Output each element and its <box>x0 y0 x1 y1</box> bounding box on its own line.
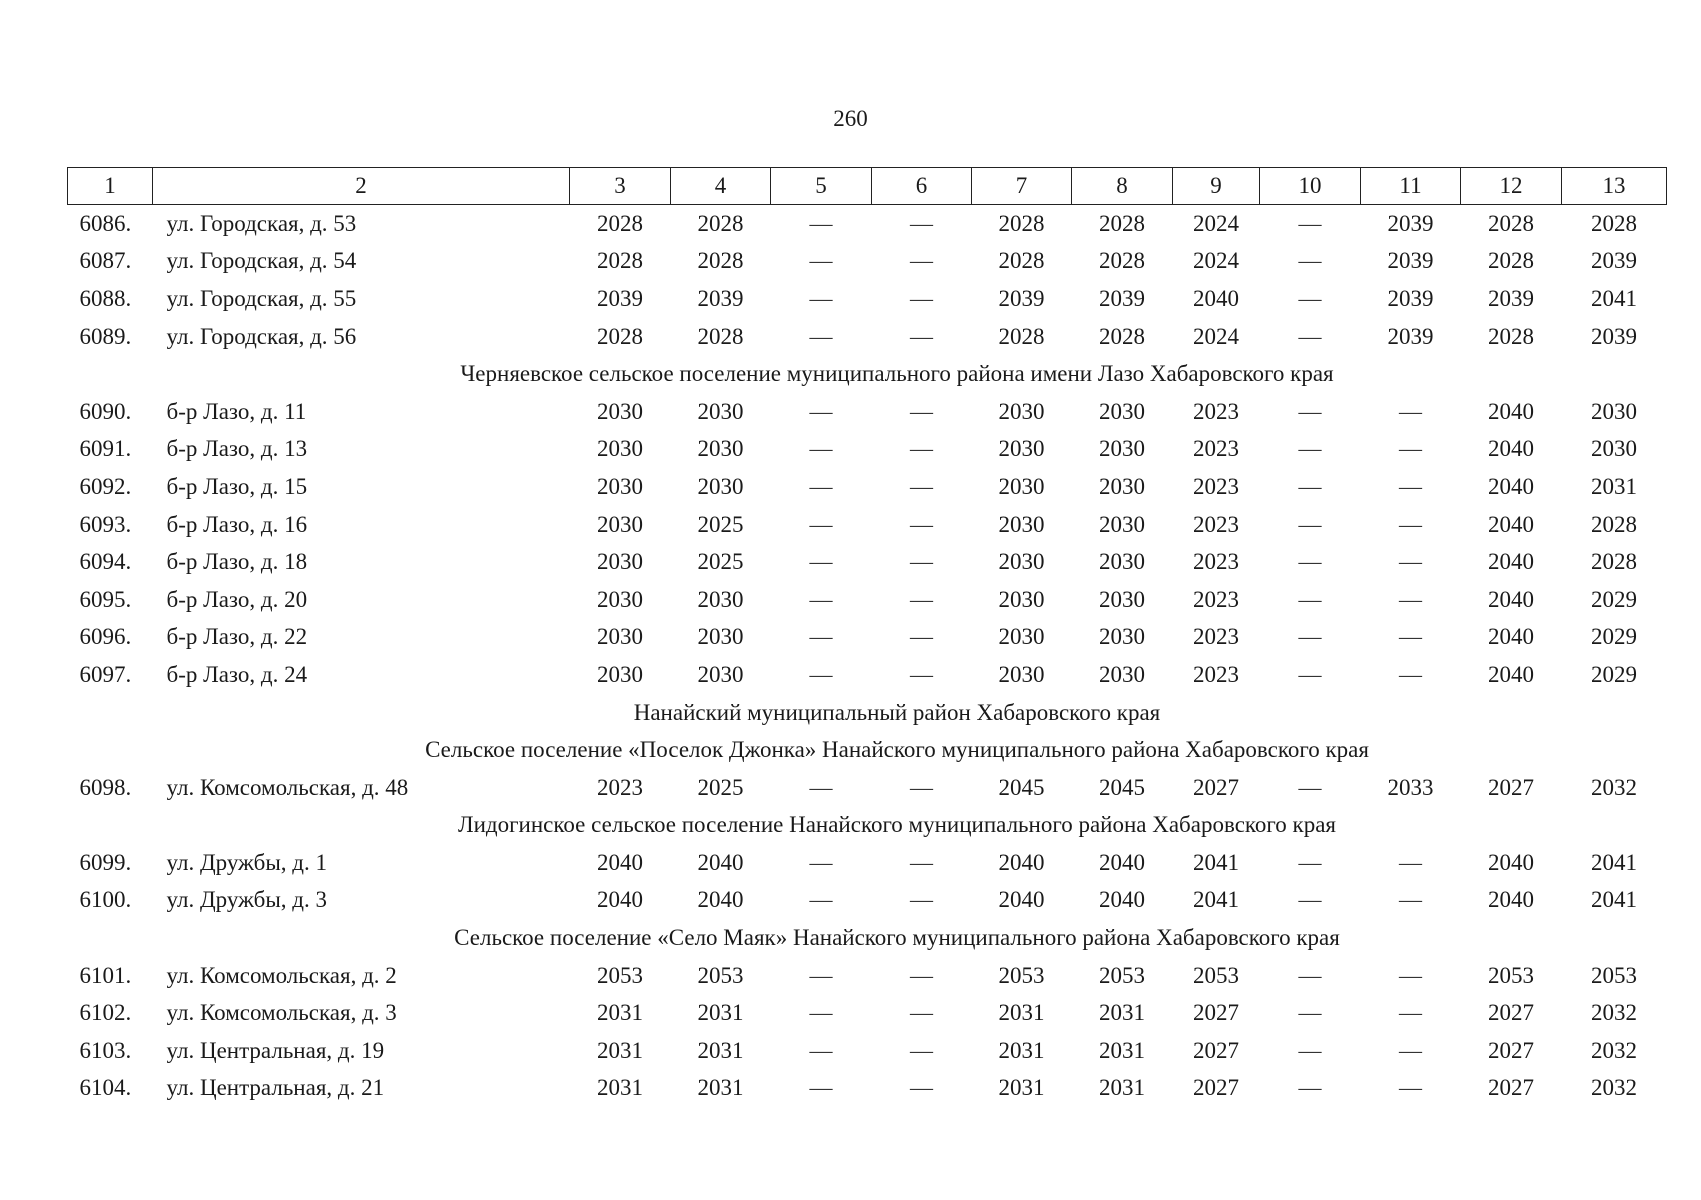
value-cell-col-6: — <box>910 511 933 537</box>
value-cell-col-8: 2030 <box>1099 661 1145 687</box>
value-cell-col-9: 2041 <box>1193 849 1239 875</box>
section-heading: Сельское поселение «Село Маяк» Нанайского муниципального района Хабаровского края <box>454 925 1340 951</box>
table-row <box>68 1070 1667 1108</box>
value-cell-col-13: 2031 <box>1591 473 1637 499</box>
value-cell-col-5: — <box>809 887 833 913</box>
value-cell-col-11: — <box>1399 661 1422 687</box>
value-cell-col-12: 2028 <box>1488 210 1534 236</box>
address-cell: ул. Городская, д. 56 <box>166 323 357 349</box>
table-row <box>68 882 1667 920</box>
value-cell-col-7: 2028 <box>998 248 1045 274</box>
value-cell-col-7: 2030 <box>998 398 1045 424</box>
section-heading: Черняевское сельское поселение муниципального района имени Лазо Хабаровского края <box>460 361 1334 387</box>
value-cell-col-3: 2030 <box>597 511 643 537</box>
value-cell-col-7: 2045 <box>998 774 1045 800</box>
table-row <box>68 506 1667 544</box>
value-cell-col-5: — <box>809 1000 833 1026</box>
value-cell-col-3: 2030 <box>597 624 643 650</box>
value-cell-col-8: 2030 <box>1099 586 1145 612</box>
value-cell-col-10: — <box>1298 774 1322 800</box>
value-cell-col-9: 2024 <box>1193 323 1239 349</box>
row-number: 6097. <box>79 661 132 687</box>
value-cell-col-7: 2030 <box>998 436 1045 462</box>
value-cell-col-6: — <box>910 774 933 800</box>
address-cell: б-р Лазо, д. 11 <box>166 398 307 424</box>
value-cell-col-9: 2023 <box>1193 398 1239 424</box>
value-cell-col-13: 2041 <box>1591 285 1637 311</box>
value-cell-col-5: — <box>809 774 833 800</box>
value-cell-col-3: 2031 <box>597 1037 643 1063</box>
value-cell-col-5: — <box>809 849 833 875</box>
value-cell-col-8: 2031 <box>1099 1000 1145 1026</box>
value-cell-col-10: — <box>1298 323 1322 349</box>
value-cell-col-6: — <box>910 323 933 349</box>
column-header-4: 4 <box>671 168 771 205</box>
column-header-13: 13 <box>1562 168 1667 205</box>
value-cell-col-9: 2027 <box>1193 774 1239 800</box>
section-heading-row <box>68 694 1667 732</box>
value-cell-col-12: 2027 <box>1488 774 1534 800</box>
row-number: 6096. <box>79 624 132 650</box>
column-header-7: 7 <box>972 168 1072 205</box>
section-heading-row <box>68 919 1667 957</box>
value-cell-col-4: 2053 <box>697 962 744 988</box>
value-cell-col-11: — <box>1399 549 1422 575</box>
value-cell-col-3: 2040 <box>597 849 643 875</box>
value-cell-col-5: — <box>809 210 833 236</box>
value-cell-col-12: 2027 <box>1488 1000 1534 1026</box>
value-cell-col-7: 2039 <box>998 285 1045 311</box>
table-row <box>68 619 1667 657</box>
value-cell-col-13: 2032 <box>1591 1075 1637 1101</box>
value-cell-col-5: — <box>809 398 833 424</box>
row-number: 6094. <box>79 549 132 575</box>
value-cell-col-7: 2030 <box>998 473 1045 499</box>
row-number: 6103. <box>79 1037 132 1063</box>
column-header-9: 9 <box>1173 168 1260 205</box>
value-cell-col-8: 2040 <box>1099 849 1145 875</box>
value-cell-col-5: — <box>809 586 833 612</box>
column-header-6: 6 <box>872 168 972 205</box>
value-cell-col-8: 2030 <box>1099 398 1145 424</box>
value-cell-col-13: 2039 <box>1591 248 1637 274</box>
value-cell-col-10: — <box>1298 1037 1322 1063</box>
table-row <box>68 656 1667 694</box>
value-cell-col-9: 2024 <box>1193 210 1239 236</box>
value-cell-col-4: 2030 <box>697 436 744 462</box>
value-cell-col-4: 2030 <box>697 661 744 687</box>
value-cell-col-8: 2028 <box>1099 248 1145 274</box>
value-cell-col-11: 2039 <box>1387 285 1434 311</box>
value-cell-col-9: 2024 <box>1193 248 1239 274</box>
value-cell-col-10: — <box>1298 473 1322 499</box>
value-cell-col-10: — <box>1298 887 1322 913</box>
value-cell-col-13: 2028 <box>1591 210 1637 236</box>
value-cell-col-9: 2027 <box>1193 1000 1239 1026</box>
value-cell-col-10: — <box>1298 624 1322 650</box>
row-number: 6100. <box>79 887 132 913</box>
value-cell-col-10: — <box>1298 1000 1322 1026</box>
value-cell-col-12: 2040 <box>1488 624 1534 650</box>
schedule-table <box>67 167 1667 1107</box>
value-cell-col-8: 2031 <box>1099 1037 1145 1063</box>
value-cell-col-12: 2040 <box>1488 849 1534 875</box>
value-cell-col-5: — <box>809 473 833 499</box>
value-cell-col-10: — <box>1298 1075 1322 1101</box>
address-cell: б-р Лазо, д. 22 <box>166 624 308 650</box>
row-number: 6093. <box>79 511 132 537</box>
value-cell-col-4: 2039 <box>697 285 744 311</box>
value-cell-col-6: — <box>910 549 933 575</box>
value-cell-col-9: 2023 <box>1193 473 1239 499</box>
row-number: 6089. <box>79 323 132 349</box>
address-cell: б-р Лазо, д. 13 <box>166 436 308 462</box>
value-cell-col-11: — <box>1399 586 1422 612</box>
value-cell-col-7: 2030 <box>998 511 1045 537</box>
address-cell: б-р Лазо, д. 24 <box>166 661 308 687</box>
value-cell-col-6: — <box>910 661 933 687</box>
value-cell-col-7: 2030 <box>998 661 1045 687</box>
value-cell-col-7: 2028 <box>998 210 1045 236</box>
value-cell-col-9: 2023 <box>1193 511 1239 537</box>
value-cell-col-4: 2031 <box>697 1000 744 1026</box>
value-cell-col-11: — <box>1399 1075 1422 1101</box>
column-header-8: 8 <box>1072 168 1173 205</box>
row-number: 6088. <box>79 285 132 311</box>
value-cell-col-4: 2028 <box>697 210 744 236</box>
table-header <box>68 168 1667 205</box>
table-row <box>68 1032 1667 1070</box>
table-row <box>68 280 1667 318</box>
address-cell: ул. Комсомольская, д. 48 <box>166 774 409 800</box>
value-cell-col-8: 2030 <box>1099 511 1145 537</box>
value-cell-col-7: 2030 <box>998 586 1045 612</box>
value-cell-col-6: — <box>910 210 933 236</box>
value-cell-col-13: 2029 <box>1591 586 1637 612</box>
value-cell-col-9: 2023 <box>1193 586 1239 612</box>
value-cell-col-13: 2028 <box>1591 549 1637 575</box>
value-cell-col-7: 2040 <box>998 887 1045 913</box>
value-cell-col-8: 2040 <box>1099 887 1145 913</box>
row-number: 6104. <box>79 1075 132 1101</box>
value-cell-col-5: — <box>809 248 833 274</box>
value-cell-col-10: — <box>1298 586 1322 612</box>
value-cell-col-12: 2040 <box>1488 398 1534 424</box>
value-cell-col-5: — <box>809 1075 833 1101</box>
section-heading: Нанайский муниципальный район Хабаровского края <box>633 699 1161 725</box>
value-cell-col-11: — <box>1399 962 1422 988</box>
value-cell-col-13: 2028 <box>1591 511 1637 537</box>
column-header-5: 5 <box>771 168 872 205</box>
value-cell-col-7: 2031 <box>998 1000 1045 1026</box>
value-cell-col-11: 2039 <box>1387 248 1434 274</box>
row-number: 6086. <box>79 210 132 236</box>
value-cell-col-8: 2039 <box>1099 285 1145 311</box>
value-cell-col-7: 2053 <box>998 962 1045 988</box>
value-cell-col-12: 2040 <box>1488 473 1534 499</box>
table-row <box>68 957 1667 995</box>
value-cell-col-11: 2039 <box>1387 323 1434 349</box>
value-cell-col-11: — <box>1399 511 1422 537</box>
value-cell-col-7: 2031 <box>998 1037 1045 1063</box>
value-cell-col-6: — <box>910 586 933 612</box>
value-cell-col-12: 2040 <box>1488 436 1534 462</box>
address-cell: ул. Дружбы, д. 1 <box>166 849 327 875</box>
value-cell-col-5: — <box>809 661 833 687</box>
value-cell-col-7: 2040 <box>998 849 1045 875</box>
value-cell-col-4: 2030 <box>697 586 744 612</box>
value-cell-col-12: 2027 <box>1488 1075 1534 1101</box>
value-cell-col-11: — <box>1399 624 1422 650</box>
value-cell-col-6: — <box>910 624 933 650</box>
value-cell-col-6: — <box>910 887 933 913</box>
value-cell-col-9: 2027 <box>1193 1037 1239 1063</box>
value-cell-col-13: 2041 <box>1591 887 1637 913</box>
value-cell-col-6: — <box>910 1075 933 1101</box>
value-cell-col-11: 2039 <box>1387 210 1434 236</box>
value-cell-col-10: — <box>1298 285 1322 311</box>
value-cell-col-5: — <box>809 511 833 537</box>
value-cell-col-8: 2028 <box>1099 210 1145 236</box>
value-cell-col-11: — <box>1399 1000 1422 1026</box>
value-cell-col-13: 2032 <box>1591 774 1637 800</box>
row-number: 6092. <box>79 473 132 499</box>
address-cell: ул. Центральная, д. 21 <box>166 1075 385 1101</box>
value-cell-col-3: 2030 <box>597 473 643 499</box>
value-cell-col-9: 2023 <box>1193 661 1239 687</box>
value-cell-col-6: — <box>910 248 933 274</box>
value-cell-col-12: 2053 <box>1488 962 1534 988</box>
value-cell-col-9: 2023 <box>1193 549 1239 575</box>
address-cell: ул. Городская, д. 53 <box>166 210 357 236</box>
value-cell-col-11: — <box>1399 887 1422 913</box>
row-number: 6102. <box>79 1000 132 1026</box>
row-number: 6098. <box>79 774 132 800</box>
value-cell-col-7: 2031 <box>998 1075 1045 1101</box>
address-cell: ул. Центральная, д. 19 <box>166 1037 385 1063</box>
value-cell-col-5: — <box>809 436 833 462</box>
value-cell-col-10: — <box>1298 210 1322 236</box>
value-cell-col-4: 2028 <box>697 323 744 349</box>
value-cell-col-3: 2030 <box>597 398 643 424</box>
address-cell: б-р Лазо, д. 20 <box>166 586 308 612</box>
value-cell-col-3: 2028 <box>597 248 643 274</box>
value-cell-col-7: 2030 <box>998 624 1045 650</box>
value-cell-col-5: — <box>809 323 833 349</box>
value-cell-col-8: 2030 <box>1099 473 1145 499</box>
value-cell-col-3: 2028 <box>597 210 643 236</box>
value-cell-col-3: 2053 <box>597 962 643 988</box>
table-row <box>68 205 1667 243</box>
value-cell-col-12: 2027 <box>1488 1037 1534 1063</box>
value-cell-col-9: 2040 <box>1193 285 1239 311</box>
column-header-10: 10 <box>1260 168 1361 205</box>
row-number: 6091. <box>79 436 132 462</box>
value-cell-col-12: 2028 <box>1488 248 1534 274</box>
value-cell-col-4: 2025 <box>697 774 744 800</box>
address-cell: ул. Комсомольская, д. 3 <box>166 1000 397 1026</box>
section-heading-row <box>68 807 1667 845</box>
row-number: 6087. <box>79 248 132 274</box>
table-row <box>68 581 1667 619</box>
value-cell-col-4: 2025 <box>697 549 744 575</box>
value-cell-col-11: 2033 <box>1387 774 1434 800</box>
value-cell-col-3: 2039 <box>597 285 643 311</box>
value-cell-col-8: 2030 <box>1099 436 1145 462</box>
value-cell-col-9: 2023 <box>1193 436 1239 462</box>
column-header-12: 12 <box>1461 168 1562 205</box>
header-row <box>68 168 1667 205</box>
value-cell-col-10: — <box>1298 398 1322 424</box>
value-cell-col-4: 2031 <box>697 1037 744 1063</box>
value-cell-col-6: — <box>910 1037 933 1063</box>
value-cell-col-10: — <box>1298 248 1322 274</box>
section-heading-row <box>68 355 1667 393</box>
value-cell-col-8: 2031 <box>1099 1075 1145 1101</box>
value-cell-col-3: 2030 <box>597 436 643 462</box>
table-row <box>68 393 1667 431</box>
value-cell-col-12: 2039 <box>1488 285 1534 311</box>
address-cell: ул. Комсомольская, д. 2 <box>166 962 397 988</box>
value-cell-col-12: 2040 <box>1488 549 1534 575</box>
value-cell-col-8: 2030 <box>1099 624 1145 650</box>
value-cell-col-12: 2040 <box>1488 887 1534 913</box>
table-body <box>68 205 1667 1108</box>
column-header-11: 11 <box>1361 168 1461 205</box>
value-cell-col-11: — <box>1399 436 1422 462</box>
value-cell-col-3: 2028 <box>597 323 643 349</box>
value-cell-col-5: — <box>809 549 833 575</box>
value-cell-col-6: — <box>910 473 933 499</box>
value-cell-col-4: 2040 <box>697 849 744 875</box>
value-cell-col-8: 2045 <box>1099 774 1145 800</box>
value-cell-col-9: 2023 <box>1193 624 1239 650</box>
value-cell-col-10: — <box>1298 511 1322 537</box>
value-cell-col-6: — <box>910 398 933 424</box>
value-cell-col-11: — <box>1399 849 1422 875</box>
value-cell-col-7: 2030 <box>998 549 1045 575</box>
value-cell-col-12: 2040 <box>1488 661 1534 687</box>
section-heading: Сельское поселение «Поселок Джонка» Нанайского муниципального района Хабаровского края <box>425 737 1369 763</box>
value-cell-col-4: 2025 <box>697 511 744 537</box>
value-cell-col-4: 2028 <box>697 248 744 274</box>
value-cell-col-3: 2040 <box>597 887 643 913</box>
value-cell-col-3: 2030 <box>597 586 643 612</box>
value-cell-col-5: — <box>809 1037 833 1063</box>
value-cell-col-13: 2029 <box>1591 661 1637 687</box>
row-number: 6101. <box>79 962 132 988</box>
page-number: 260 <box>833 106 868 131</box>
value-cell-col-4: 2030 <box>697 473 744 499</box>
address-cell: б-р Лазо, д. 18 <box>166 549 308 575</box>
value-cell-col-6: — <box>910 436 933 462</box>
value-cell-col-3: 2030 <box>597 661 643 687</box>
value-cell-col-8: 2053 <box>1099 962 1145 988</box>
column-header-3: 3 <box>570 168 671 205</box>
value-cell-col-3: 2031 <box>597 1075 643 1101</box>
value-cell-col-9: 2041 <box>1193 887 1239 913</box>
row-number: 6099. <box>79 849 132 875</box>
value-cell-col-13: 2039 <box>1591 323 1637 349</box>
value-cell-col-11: — <box>1399 398 1422 424</box>
value-cell-col-6: — <box>910 285 933 311</box>
value-cell-col-6: — <box>910 849 933 875</box>
value-cell-col-9: 2053 <box>1193 962 1239 988</box>
value-cell-col-6: — <box>910 962 933 988</box>
value-cell-col-4: 2030 <box>697 624 744 650</box>
value-cell-col-5: — <box>809 624 833 650</box>
value-cell-col-11: — <box>1399 473 1422 499</box>
value-cell-col-4: 2030 <box>697 398 744 424</box>
value-cell-col-13: 2032 <box>1591 1037 1637 1063</box>
address-cell: б-р Лазо, д. 16 <box>166 511 308 537</box>
row-number: 6095. <box>79 586 132 612</box>
value-cell-col-8: 2030 <box>1099 549 1145 575</box>
value-cell-col-10: — <box>1298 661 1322 687</box>
value-cell-col-10: — <box>1298 849 1322 875</box>
value-cell-col-9: 2027 <box>1193 1075 1239 1101</box>
value-cell-col-13: 2030 <box>1591 398 1637 424</box>
value-cell-col-12: 2028 <box>1488 323 1534 349</box>
table-row <box>68 243 1667 281</box>
column-header-2: 2 <box>153 168 570 205</box>
table-row <box>68 844 1667 882</box>
table-row <box>68 994 1667 1032</box>
value-cell-col-5: — <box>809 285 833 311</box>
value-cell-col-5: — <box>809 962 833 988</box>
value-cell-col-13: 2030 <box>1591 436 1637 462</box>
value-cell-col-4: 2031 <box>697 1075 744 1101</box>
address-cell: ул. Дружбы, д. 3 <box>166 887 327 913</box>
value-cell-col-3: 2031 <box>597 1000 643 1026</box>
table-row <box>68 431 1667 469</box>
value-cell-col-10: — <box>1298 549 1322 575</box>
value-cell-col-3: 2023 <box>597 774 643 800</box>
value-cell-col-13: 2041 <box>1591 849 1637 875</box>
value-cell-col-13: 2053 <box>1591 962 1637 988</box>
value-cell-col-13: 2029 <box>1591 624 1637 650</box>
value-cell-col-3: 2030 <box>597 549 643 575</box>
value-cell-col-8: 2028 <box>1099 323 1145 349</box>
row-number: 6090. <box>79 398 132 424</box>
section-heading: Лидогинское сельское поселение Нанайского муниципального района Хабаровского края <box>458 812 1336 838</box>
table-row <box>68 468 1667 506</box>
table-row <box>68 769 1667 807</box>
value-cell-col-6: — <box>910 1000 933 1026</box>
value-cell-col-4: 2040 <box>697 887 744 913</box>
table-row <box>68 543 1667 581</box>
value-cell-col-7: 2028 <box>998 323 1045 349</box>
value-cell-col-12: 2040 <box>1488 511 1534 537</box>
value-cell-col-10: — <box>1298 436 1322 462</box>
value-cell-col-13: 2032 <box>1591 1000 1637 1026</box>
section-heading-row <box>68 731 1667 769</box>
value-cell-col-11: — <box>1399 1037 1422 1063</box>
address-cell: ул. Городская, д. 55 <box>166 285 357 311</box>
table-row <box>68 318 1667 356</box>
address-cell: б-р Лазо, д. 15 <box>166 473 308 499</box>
column-header-1: 1 <box>68 168 153 205</box>
value-cell-col-12: 2040 <box>1488 586 1534 612</box>
value-cell-col-10: — <box>1298 962 1322 988</box>
address-cell: ул. Городская, д. 54 <box>166 248 357 274</box>
